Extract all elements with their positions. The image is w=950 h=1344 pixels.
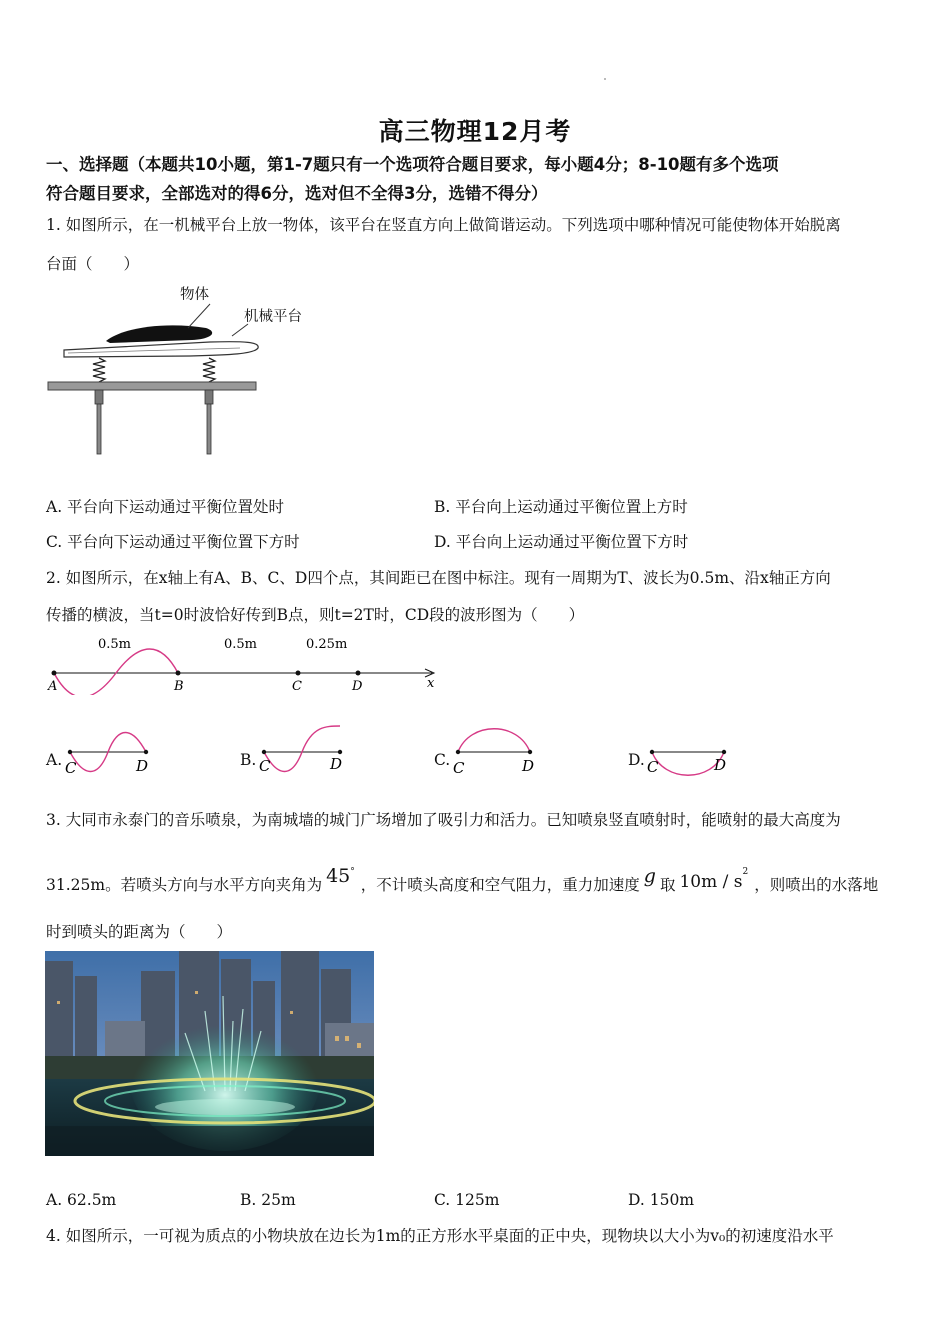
q2-figure-axis <box>40 630 450 695</box>
label-platform: 机械平台 <box>244 309 302 325</box>
q1-option-b: B. 平台向上运动通过平衡位置上方时 <box>434 498 688 516</box>
opt-c-c: C <box>453 759 465 777</box>
q3-stem-part-a: 31.25m。若喷头方向与水平方向夹角为 <box>46 876 323 895</box>
q3-fountain-photo <box>45 951 374 1156</box>
label-x: x <box>427 676 435 691</box>
q2-option-b-figure <box>256 723 356 778</box>
q2-stem-line1: 2. 如图所示，在x轴上有A、B、C、D四个点，其间距已在图中标注。现有一周期为T、波长为0.5m、沿x轴正方向 <box>46 569 831 587</box>
label-a: A <box>48 679 58 694</box>
q3-take: 取 <box>659 876 676 895</box>
label-c: C <box>292 679 302 694</box>
point-b <box>176 671 181 676</box>
wave-ab <box>54 649 178 695</box>
section-heading-line2: 符合题目要求，全部选对的得6分，选对但不全得3分，选错不得分） <box>46 184 548 203</box>
opt-a-c: C <box>65 759 77 777</box>
section-heading <box>46 150 906 208</box>
q1-option-a: A. 平台向下运动通过平衡位置处时 <box>46 498 285 516</box>
q2-option-a-label: A. <box>46 751 63 769</box>
q2-option-b-label: B. <box>240 751 257 769</box>
q2-stem-line2: 传播的横波，当t=0时波恰好传到B点，则t=2T时，CD段的波形图为（ ） <box>46 606 585 624</box>
leg-right <box>207 404 211 454</box>
q3-stem-line1: 3. 大同市永泰门的音乐喷泉，为南城墙的城门广场增加了吸引力和活力。已知喷泉竖直喷射时，能喷射的最大高度为 <box>46 811 841 829</box>
platform-plate <box>64 342 258 357</box>
q3-option-b: B. 25m <box>240 1191 296 1209</box>
point-c <box>296 671 301 676</box>
label-b: B <box>174 679 184 694</box>
opt-d-c: C <box>647 758 659 776</box>
opt-b-d: D <box>330 755 343 773</box>
q1-option-c: C. 平台向下运动通过平衡位置下方时 <box>46 533 300 551</box>
spring-right <box>203 358 215 382</box>
q1-stem-line1: 1. 如图所示，在一机械平台上放一物体，该平台在竖直方向上做简谐运动。下列选项中哪种情况可能使物体开始脱离 <box>46 216 841 234</box>
opt-b-c: C <box>259 757 271 775</box>
page-title: 高三物理12月考 <box>378 117 572 146</box>
dist-cd: 0.25m <box>306 637 348 652</box>
point-d <box>356 671 361 676</box>
q2-option-d-label: D. <box>628 751 645 769</box>
section-heading-line1: 一、选择题（本题共10小题，第1-7题只有一个选项符合题目要求，每小题4分；8-10题有多个选项 <box>46 155 779 174</box>
label-object: 物体 <box>180 287 209 303</box>
opt-a-d: D <box>136 757 149 775</box>
scan-speck <box>604 78 606 80</box>
q3-g-symbol: g <box>643 865 656 888</box>
q3-stem-part-c: ，则喷出的水落地 <box>754 876 879 895</box>
q1-figure-platform <box>40 278 340 463</box>
q3-angle: 45 <box>326 865 351 888</box>
q3-accel: 10m / s <box>679 872 743 893</box>
object-shape <box>106 325 212 343</box>
q3-stem-line2 <box>46 865 908 895</box>
q1-option-d: D. 平台向上运动通过平衡位置下方时 <box>434 533 689 551</box>
dist-bc: 0.5m <box>224 637 258 652</box>
q2-option-a-figure <box>62 723 162 778</box>
q3-stem-line3: 时到喷头的距离为（ ） <box>46 923 233 941</box>
leg-left <box>97 404 101 454</box>
label-d: D <box>352 679 363 694</box>
dist-ab: 0.5m <box>98 637 132 652</box>
q2-option-c-figure <box>450 723 550 778</box>
q3-option-a: A. 62.5m <box>46 1191 117 1209</box>
q2-option-c-label: C. <box>434 751 451 769</box>
q3-angle-degree: ° <box>350 867 355 877</box>
q2-option-d-figure <box>644 723 744 778</box>
opt-d-d: D <box>714 756 727 774</box>
opt-c-d: D <box>522 757 535 775</box>
q3-stem-part-b: ，不计喷头高度和空气阻力，重力加速度 <box>360 876 640 895</box>
q4-stem-line1: 4. 如图所示，一可视为质点的小物块放在边长为1m的正方形水平桌面的正中央，现物块以大小为v₀的初速度沿水平 <box>46 1227 834 1245</box>
q3-option-c: C. 125m <box>434 1191 500 1209</box>
q3-option-d: D. 150m <box>628 1191 695 1209</box>
point-a <box>52 671 57 676</box>
q3-accel-sup: 2 <box>742 867 749 877</box>
base-plate <box>48 382 256 390</box>
spring-left <box>93 358 105 382</box>
q1-stem-line2: 台面（ ） <box>46 255 140 273</box>
